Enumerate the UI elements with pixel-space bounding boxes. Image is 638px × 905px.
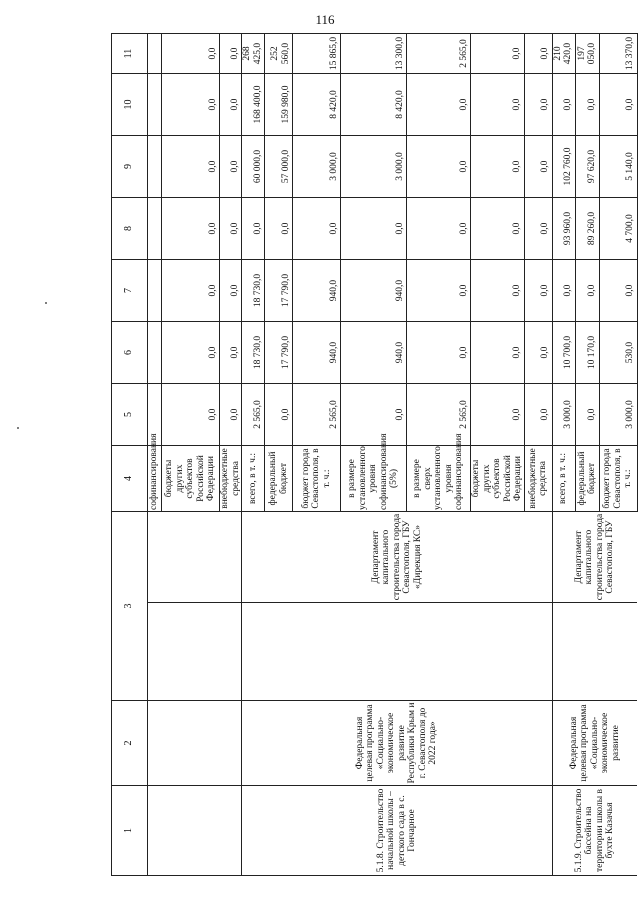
value-cell: 17 790,0 [265, 322, 293, 384]
object-name: 5.1.9. Строительство бассейна на территории школы в бухте Казачья [552, 786, 637, 876]
col-header-8: 8 [112, 198, 148, 260]
value-cell: 57 000,0 [265, 136, 293, 198]
value-cell: 0,0 [265, 198, 293, 260]
value-cell: 10 700,0 [552, 322, 575, 384]
object-program: Федеральная целевая программа «Социально-экономическое развитие Республики Крым и г. Севастополя до 2022 года» [242, 701, 553, 786]
value-cell [148, 322, 162, 384]
value-cell: 3 000,0 [293, 136, 341, 198]
table-row [148, 34, 162, 876]
value-cell: 102 760,0 [552, 136, 575, 198]
scan-dot [45, 302, 47, 304]
value-cell: 0,0 [575, 260, 599, 322]
value-cell: 940,0 [341, 322, 407, 384]
page-number: 116 [315, 12, 335, 27]
source-cell: в размере установленного уровня софинансирования (5%) [341, 446, 407, 512]
value-cell: 4 700,0 [599, 198, 637, 260]
col-header-3: 3 [112, 512, 148, 701]
value-cell: 0,0 [162, 198, 220, 260]
value-cell: 0,0 [220, 198, 242, 260]
value-cell: 0,0 [407, 136, 471, 198]
value-cell: 17 790,0 [265, 260, 293, 322]
source-cell: бюджет города Севастополя, в т. ч.: [293, 446, 341, 512]
continuation-cell-1 [148, 786, 242, 876]
value-cell: 0,0 [524, 74, 552, 136]
value-cell: 0,0 [575, 384, 599, 446]
source-cell: федеральный бюджет [265, 446, 293, 512]
value-cell: 0,0 [471, 384, 525, 446]
value-cell [148, 198, 162, 260]
object-executor: Департамент капитального строительства города Севастополя, ГБУ «Дирекция КС» [242, 512, 553, 603]
continuation-cell-3a [148, 603, 242, 701]
value-cell: 93 960,0 [552, 198, 575, 260]
value-cell: 0,0 [471, 260, 525, 322]
value-cell [148, 34, 162, 74]
value-cell: 0,0 [599, 74, 637, 136]
value-cell: 60 000,0 [242, 136, 265, 198]
source-cell: внебюджетные средства [524, 446, 552, 512]
col-header-11: 11 [112, 34, 148, 74]
value-cell: 0,0 [220, 34, 242, 74]
value-cell: 268 425,0 [242, 34, 265, 74]
value-cell: 0,0 [341, 198, 407, 260]
value-cell: 2 565,0 [242, 384, 265, 446]
source-cell: бюджет города Севастополя, в т. ч.: [599, 446, 637, 512]
value-cell: 0,0 [162, 136, 220, 198]
value-cell: 3 000,0 [599, 384, 637, 446]
value-cell: 8 420,0 [293, 74, 341, 136]
source-cell: софинансирования [148, 446, 162, 512]
value-cell: 2 565,0 [407, 384, 471, 446]
value-cell: 0,0 [524, 198, 552, 260]
value-cell: 0,0 [220, 322, 242, 384]
value-cell: 0,0 [162, 322, 220, 384]
value-cell: 0,0 [552, 74, 575, 136]
value-cell: 0,0 [471, 74, 525, 136]
value-cell: 89 260,0 [575, 198, 599, 260]
value-cell: 252 560,0 [265, 34, 293, 74]
value-cell: 3 000,0 [552, 384, 575, 446]
value-cell: 0,0 [162, 34, 220, 74]
table-row [552, 34, 575, 876]
value-cell: 0,0 [265, 384, 293, 446]
value-cell: 0,0 [162, 384, 220, 446]
value-cell: 197 050,0 [575, 34, 599, 74]
value-cell: 97 620,0 [575, 136, 599, 198]
value-cell: 0,0 [220, 136, 242, 198]
continuation-cell-3b [148, 512, 242, 603]
value-cell: 0,0 [552, 260, 575, 322]
value-cell: 0,0 [471, 136, 525, 198]
value-cell: 0,0 [162, 260, 220, 322]
value-cell [148, 260, 162, 322]
value-cell: 0,0 [162, 74, 220, 136]
value-cell: 0,0 [293, 198, 341, 260]
value-cell: 940,0 [293, 322, 341, 384]
value-cell: 0,0 [407, 322, 471, 384]
object-name: 5.1.8. Строительство начальной школы – детского сада в с. Гончарное [242, 786, 553, 876]
value-cell: 15 865,0 [293, 34, 341, 74]
value-cell: 0,0 [471, 198, 525, 260]
source-cell: всего, в т. ч.: [552, 446, 575, 512]
value-cell: 10 170,0 [575, 322, 599, 384]
continuation-cell-2 [148, 701, 242, 786]
value-cell: 940,0 [293, 260, 341, 322]
col-header-6: 6 [112, 322, 148, 384]
value-cell: 18 730,0 [242, 260, 265, 322]
value-cell: 0,0 [220, 384, 242, 446]
value-cell: 0,0 [575, 74, 599, 136]
value-cell: 0,0 [220, 74, 242, 136]
value-cell: 530,0 [599, 322, 637, 384]
object-executor: Департамент капитального строительства города Севастополя, ГБУ [552, 512, 637, 603]
value-cell: 0,0 [407, 74, 471, 136]
value-cell: 168 400,0 [242, 74, 265, 136]
source-cell: федеральный бюджет [575, 446, 599, 512]
col-header-4: 4 [112, 446, 148, 512]
source-cell: бюджеты других субъектов Российской Федерации [162, 446, 220, 512]
rotated-table-frame [111, 34, 635, 876]
value-cell: 159 980,0 [265, 74, 293, 136]
value-cell [148, 74, 162, 136]
col-header-10: 10 [112, 74, 148, 136]
source-cell: бюджеты других субъектов Российской Федерации [471, 446, 525, 512]
value-cell: 0,0 [407, 198, 471, 260]
value-cell: 0,0 [524, 260, 552, 322]
value-cell: 210 420,0 [552, 34, 575, 74]
rotated-table-container [111, 34, 635, 876]
col-header-5: 5 [112, 384, 148, 446]
value-cell: 18 730,0 [242, 322, 265, 384]
value-cell: 13 300,0 [341, 34, 407, 74]
value-cell: 940,0 [341, 260, 407, 322]
value-cell: 0,0 [524, 136, 552, 198]
object-extra [552, 603, 637, 701]
value-cell: 3 000,0 [341, 136, 407, 198]
value-cell: 5 140,0 [599, 136, 637, 198]
source-cell: в размере сверх установленного уровня софинансирования [407, 446, 471, 512]
source-cell: всего, в т. ч.: [242, 446, 265, 512]
value-cell: 2 565,0 [293, 384, 341, 446]
value-cell [148, 136, 162, 198]
financing-table [111, 33, 638, 876]
value-cell: 0,0 [524, 322, 552, 384]
source-cell: внебюджетные средства [220, 446, 242, 512]
header-row [112, 34, 148, 876]
col-header-2: 2 [112, 701, 148, 786]
col-header-1: 1 [112, 786, 148, 876]
value-cell: 0,0 [524, 384, 552, 446]
value-cell: 0,0 [242, 198, 265, 260]
value-cell: 0,0 [599, 260, 637, 322]
value-cell: 8 420,0 [341, 74, 407, 136]
value-cell: 0,0 [471, 34, 525, 74]
value-cell: 13 370,0 [599, 34, 637, 74]
col-header-9: 9 [112, 136, 148, 198]
value-cell: 0,0 [341, 384, 407, 446]
value-cell: 0,0 [471, 322, 525, 384]
col-header-7: 7 [112, 260, 148, 322]
table-row [242, 34, 265, 876]
scan-dot [17, 427, 19, 429]
value-cell: 2 565,0 [407, 34, 471, 74]
value-cell: 0,0 [524, 34, 552, 74]
value-cell: 0,0 [220, 260, 242, 322]
object-program: Федеральная целевая программа «Социально-экономическое развитие [552, 701, 637, 786]
value-cell: 0,0 [407, 260, 471, 322]
object-extra [242, 603, 553, 701]
